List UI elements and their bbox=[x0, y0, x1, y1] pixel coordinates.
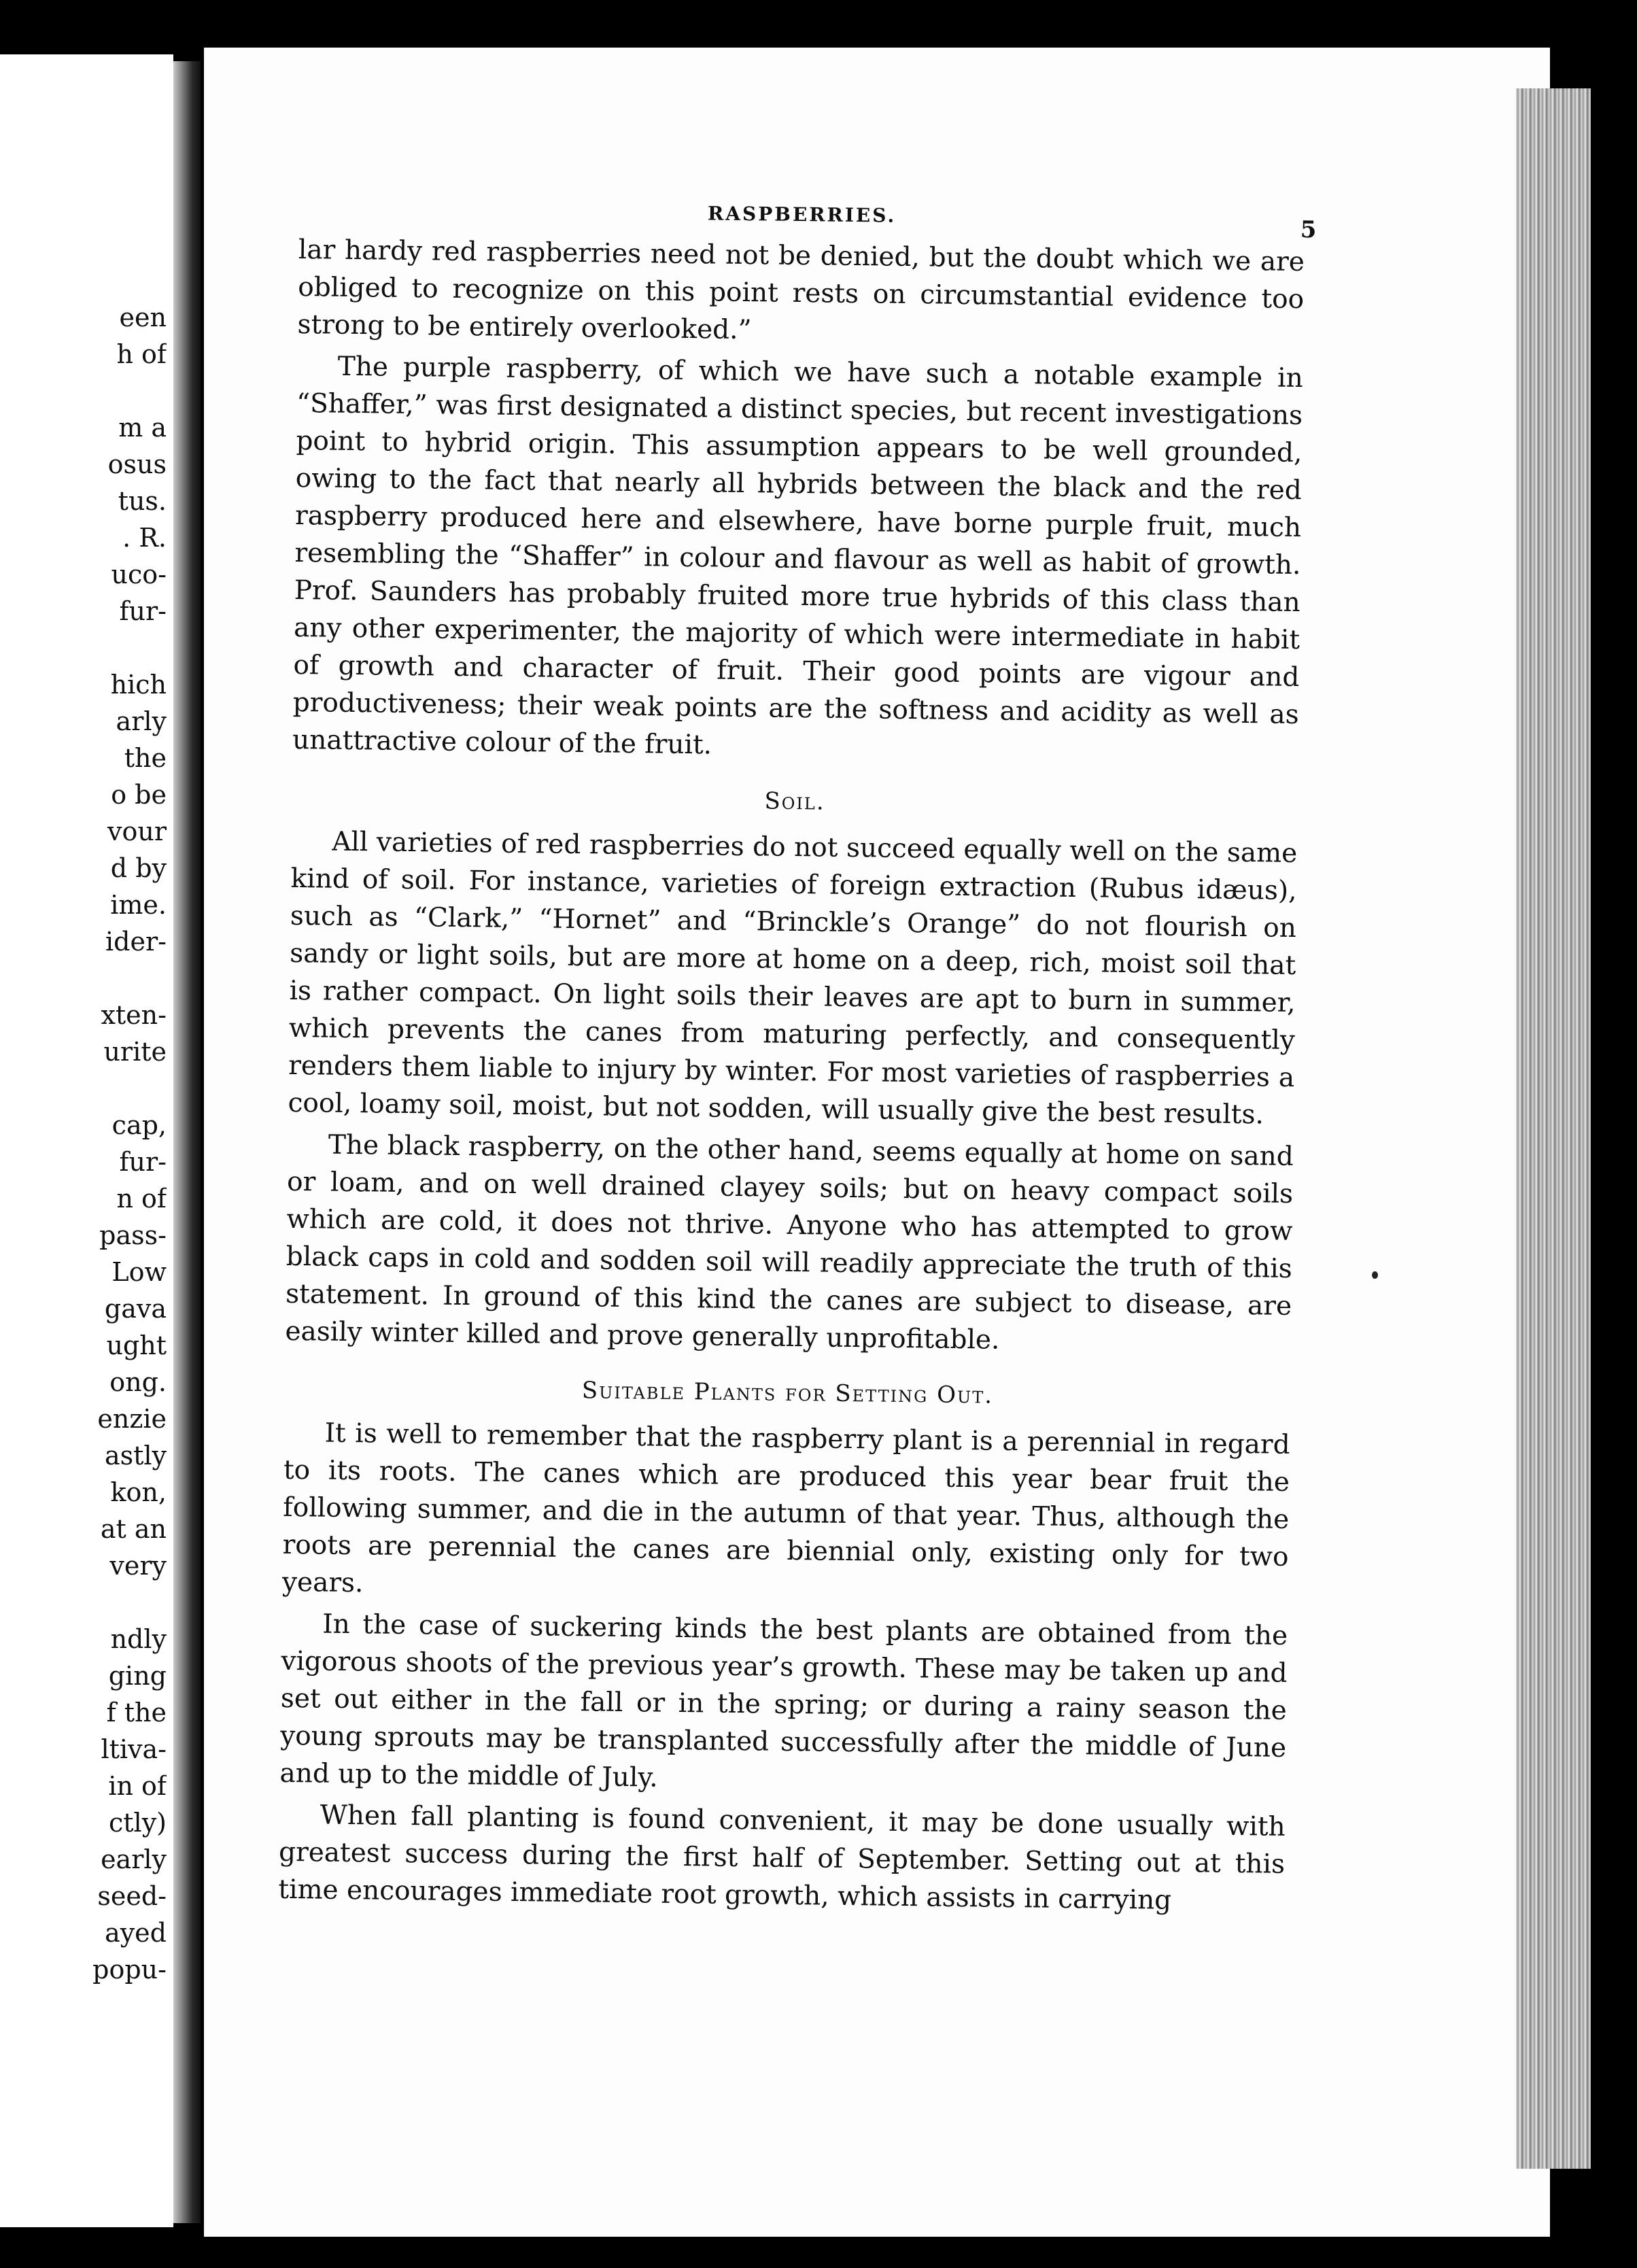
paragraph-fall-planting: When fall planting is found convenient, it may be done usually with greatest success during the first half of September. Setting out at this time encourages immediate root growth, which assists in carrying bbox=[278, 1800, 1286, 1916]
left-page-fragment: ging bbox=[108, 1661, 167, 1691]
left-page-fragment: h of bbox=[116, 339, 167, 369]
page-content bbox=[278, 190, 1319, 1925]
left-page-fragment: m a bbox=[118, 413, 167, 443]
left-page-text bbox=[0, 299, 167, 1988]
paragraph-continued: lar hardy red raspberries need not be denied, but the doubt which we are obliged to recognize on this point rests on circumstantial evidence too strong to be entirely overlooked.” bbox=[297, 234, 1305, 346]
section-heading-soil: Soil. bbox=[764, 787, 825, 816]
left-page-fragment: Low bbox=[111, 1257, 167, 1287]
left-page-fragment: the bbox=[124, 743, 167, 773]
paragraph-black-raspberry: The black raspberry, on the other hand, seems equally at home on sand or loam, and on well drained clayey soils; but on heavy compact soils which are cold, it does not thrive. Anyone who has attempted to grow black caps in cold and sodden soil will readily appreciate the truth of this statement. In ground of this kind the canes are subject to disease, are easily winter killed and prove generally unprofitable. bbox=[285, 1129, 1294, 1356]
left-page-fragment: in of bbox=[108, 1771, 167, 1801]
page-number: 5 bbox=[1300, 216, 1319, 244]
left-page-fragment: f the bbox=[106, 1698, 167, 1728]
left-page-fragment: very bbox=[109, 1551, 167, 1581]
left-page-fragment: d by bbox=[110, 853, 167, 883]
paragraph-purple-raspberry: The purple raspberry, of which we have such a notable example in “Shaffer,” was first designated a distinct species, but recent investigations point to hybrid origin. This assumption appears to be well grounded, owing to the fact that nearly all hybrids between the black and the red raspberry produced here and elsewhere, have borne purple fruit, much resembling the “Shaffer” in colour and flavour as well as habit of growth. Prof. Saunders has probably fruited more true hybrids of this class than any other experimenter, the majority of which were intermediate in habit of growth and character of fruit. Their good points are vigour and productiveness; their weak points are the softness and acidity as well as unattractive colour of the fruit. bbox=[292, 351, 1304, 761]
paragraph-suckering: In the case of suckering kinds the best plants are obtained from the vigorous shoots of the previous year’s growth. These may be taken up and set out either in the fall or in the spring; or during a rainy season the young sprouts may be transplanted successfully after the middle of June and up to the middle of July. bbox=[279, 1609, 1288, 1793]
left-page-fragment: ndly bbox=[110, 1624, 167, 1654]
left-page-fragment: hich bbox=[110, 670, 167, 700]
left-page-fragment: een bbox=[119, 303, 167, 332]
left-page-fragment: enzie bbox=[97, 1404, 167, 1434]
left-page-fragment: ime. bbox=[110, 890, 167, 920]
left-page-fragment: popu- bbox=[92, 1955, 167, 1984]
left-page-fragment: urite bbox=[103, 1037, 167, 1067]
left-page-fragment: o be bbox=[111, 780, 167, 810]
left-page-fragment: xten- bbox=[101, 1000, 167, 1030]
left-page-fragment: arly bbox=[116, 706, 167, 736]
left-page-fragment: osus bbox=[107, 449, 167, 479]
left-page-fragment bbox=[0, 630, 167, 666]
left-page-fragment: ong. bbox=[109, 1367, 167, 1397]
paragraph-red-raspberries: All varieties of red raspberries do not succeed equally well on the same kind of soil. For instance, varieties of foreign extraction (Rubus idæus), such as “Clark,” “Hornet” and “Brinckle’s Orange” do not flourish on sandy or light soils, but are more at home on a deep, rich, moist soil that is rather compact. On light soils their leaves are apt to burn in summer, which prevents the canes from maturing perfectly, and consequently renders them liable to injury by winter. For most varieties of raspberries a cool, loamy soil, moist, but not sodden, will usually give the best results. bbox=[288, 826, 1298, 1131]
left-page-fragment: vour bbox=[107, 817, 167, 846]
left-page-fragment: astly bbox=[104, 1441, 167, 1471]
left-page-fragment: tus. bbox=[118, 486, 167, 516]
left-page-fragment bbox=[0, 1070, 167, 1107]
left-page-fragment: gava bbox=[104, 1294, 167, 1324]
left-page-fragment: fur- bbox=[119, 596, 167, 626]
left-page-fragment: early bbox=[101, 1844, 167, 1874]
section-heading-plants: Suitable Plants for Setting Out. bbox=[581, 1377, 994, 1409]
left-page-fragment bbox=[0, 1584, 167, 1621]
left-page-fragment: cap, bbox=[111, 1110, 167, 1140]
left-page-fragment bbox=[0, 960, 167, 997]
left-page-fragment: kon, bbox=[110, 1477, 167, 1507]
left-page-fragment: uco- bbox=[111, 560, 167, 589]
left-page-fragment: ayed bbox=[105, 1918, 167, 1948]
left-page-fragment: ught bbox=[106, 1330, 167, 1360]
left-page-fragment: pass- bbox=[99, 1220, 167, 1250]
left-page-fragment: . R. bbox=[122, 523, 167, 553]
ink-speck bbox=[1372, 1271, 1378, 1279]
left-page-fragment: fur- bbox=[119, 1147, 167, 1177]
left-page-fragment: seed- bbox=[97, 1881, 167, 1911]
left-page-fragment: n of bbox=[116, 1184, 167, 1214]
left-page-fragment: ider- bbox=[105, 927, 167, 957]
left-page-fragment: ctly) bbox=[109, 1808, 167, 1838]
left-page-fragment bbox=[0, 373, 167, 409]
page-edges bbox=[1516, 88, 1591, 2169]
paragraph-perennial: It is well to remember that the raspberry plant is a perennial in regard to its roots. The canes which are produced this year bear fruit the following summer, and die in the autumn of that year. Thus, although the roots are perennial the canes are biennial only, existing only for two years. bbox=[281, 1418, 1290, 1599]
running-head: RASPBERRIES. bbox=[707, 202, 897, 227]
left-page bbox=[0, 54, 173, 2227]
left-page-fragment: at an bbox=[100, 1514, 167, 1544]
left-page-fragment: ltiva- bbox=[101, 1734, 167, 1764]
book-gutter bbox=[173, 61, 201, 2223]
